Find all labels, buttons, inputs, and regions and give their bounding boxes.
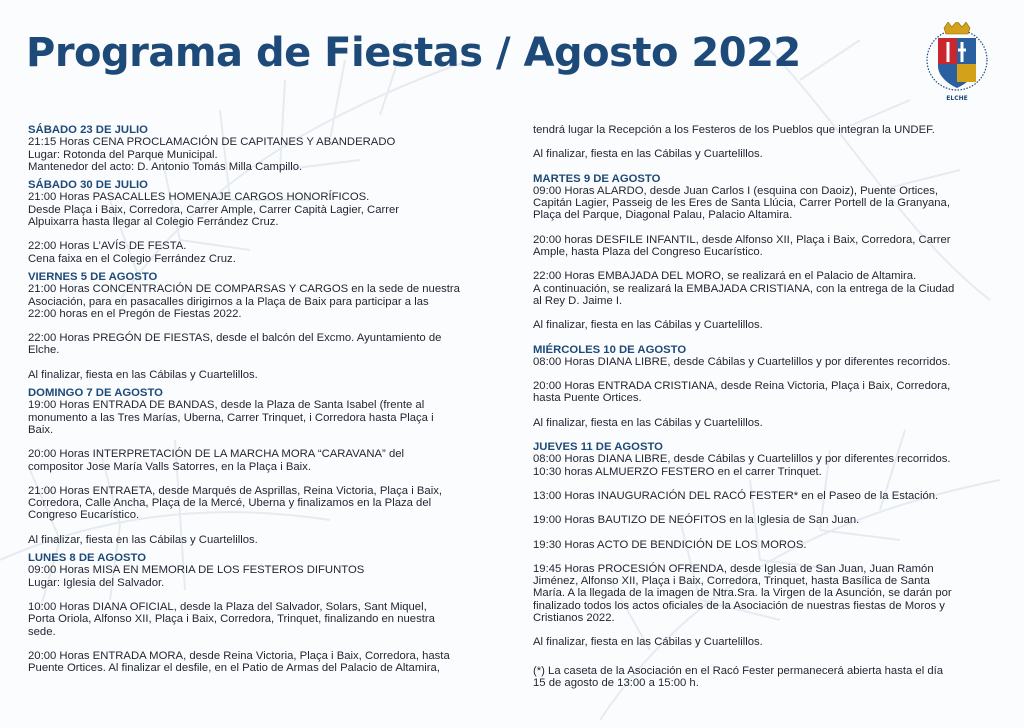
day-heading: VIERNES 5 DE AGOSTO (28, 270, 158, 283)
event-paragraph: 20:00 Horas ENTRADA CRISTIANA, desde Reina Victoria, Plaça i Baix, Corredora, hasta Puente Ortices. (533, 380, 951, 405)
day-section (533, 124, 999, 161)
day-heading: SÁBADO 23 DE JULIO (28, 124, 148, 136)
day-heading: LUNES 8 DE AGOSTO (28, 552, 147, 565)
event-paragraph: Al finalizar, fiesta en las Cábilas y Cuartelillos. (533, 319, 763, 332)
event-paragraph: Al finalizar, fiesta en las Cábilas y Cuartelillos. (28, 533, 258, 546)
day-heading: SÁBADO 30 DE JULIO (28, 179, 148, 192)
day-section (28, 552, 504, 674)
day-heading: JUEVES 11 DE AGOSTO (533, 441, 663, 454)
event-paragraph: 20:00 Horas INTERPRETACIÓN DE LA MARCHA MORA “CARAVANA” del compositor Jose María Valls Satorres, en la Plaça i Baix. (28, 448, 405, 473)
event-paragraph: tendrá lugar la Recepción a los Festeros de los Pueblos que integran la UNDEF. (533, 124, 935, 136)
day-section (533, 441, 999, 649)
event-paragraph: 13:00 Horas INAUGURACIÓN DEL RACÓ FESTER* en el Paseo de la Estación. (533, 489, 939, 502)
event-paragraph: 21:15 Horas CENA PROCLAMACIÓN DE CAPITANES Y ABANDERADO Lugar: Rotonda del Parque Municipal. Mantenedor del acto: D. Antonio Tomás Milla Campillo. (28, 136, 396, 173)
event-paragraph: 21:00 Horas PASACALLES HOMENAJE CARGOS HONORÍFICOS. Desde Plaça i Baix, Corredora, Carrer Ample, Carrer Capità Lagier, Carrer Alpuixarra hasta llegar al Colegio Ferrández Cruz. (28, 191, 400, 229)
event-paragraph: 21:00 Horas CONCENTRACIÓN DE COMPARSAS Y CARGOS en la sede de nuestra Asociación, para en pasacalles dirigirnos a la Plaça de Baix para participar a las 22:00 horas en el Pregón de Fiestas 2022. (28, 283, 460, 320)
event-paragraph: 09:00 Horas MISA EN MEMORIA DE LOS FESTEROS DIFUNTOS Lugar: Iglesia del Salvador. (28, 564, 365, 589)
event-paragraph: Al finalizar, fiesta en las Cábilas y Cuartelillos. (533, 148, 763, 161)
event-paragraph: 19:30 Horas ACTO DE BENDICIÓN DE LOS MOROS. (533, 538, 807, 551)
event-paragraph: Al finalizar, fiesta en las Cábilas y Cuartelillos. (533, 636, 763, 649)
event-paragraph: 22:00 Horas EMBAJADA DEL MORO, se realizará en el Palacio de Altamira. A continuación, se realizará la EMBAJADA CRISTIANA, con la entrega de la Ciudad al Rey D. Jaime I. (533, 270, 955, 307)
day-section (533, 173, 999, 332)
event-paragraph: 08:00 Horas DIANA LIBRE, desde Cábilas y Cuartelillos y por diferentes recorridos. (533, 355, 951, 368)
day-section (28, 179, 504, 265)
event-paragraph: 08:00 Horas DIANA LIBRE, desde Cábilas y Cuartelillos y por diferentes recorridos. 10:30 horas ALMUERZO FESTERO en el carrer Trinquet. (533, 453, 951, 478)
footnote: (*) La caseta de la Asociación en el Racó Fester permanecerá abierta hasta el día 15 de agosto de 13:00 a 15:00 h. (533, 664, 944, 689)
crest-label: ELCHE (946, 95, 968, 102)
event-paragraph: 19:00 Horas BAUTIZO DE NEÓFITOS en la Iglesia de San Juan. (533, 514, 860, 527)
day-section (28, 124, 504, 173)
event-paragraph: 20:00 horas DESFILE INFANTIL, desde Alfonso XII, Plaça i Baix, Corredora, Carrer Ample, hasta Plaza del Congreso Eucarístico. (533, 233, 951, 259)
day-heading: MARTES 9 DE AGOSTO (533, 172, 661, 185)
left-column (28, 124, 504, 680)
event-paragraph: 21:00 Horas ENTRAETA, desde Marqués de Asprillas, Reina Victoria, Plaça i Baix, Corredora, Calle Ancha, Plaça de la Mercé, Uberna y finalizamos en la Plaza del Congreso Eucarístico. (28, 484, 442, 522)
day-heading: DOMINGO 7 DE AGOSTO (28, 387, 163, 400)
event-paragraph: 22:00 Horas L’AVÍS DE FESTA. Cena faixa en el Colegio Ferrández Cruz. (28, 240, 236, 265)
event-paragraph: Al finalizar, fiesta en las Cábilas y Cuartelillos. (533, 416, 763, 429)
event-paragraph: 22:00 Horas PREGÓN DE FIESTAS, desde el balcón del Excmo. Ayuntamiento de Elche. (28, 332, 442, 357)
event-paragraph: 20:00 Horas ENTRADA MORA, desde Reina Victoria, Plaça i Baix, Corredora, hasta Puente Ortices. Al finalizar el desfile, en el Patio de Armas del Palacio de Altamira, (28, 649, 450, 675)
event-paragraph: 09:00 Horas ALARDO, desde Juan Carlos I (esquina con Daoiz), Puente Ortices, Capitán Lagier, Passeig de les Eres de Santa Llúcia, Carrer Portell de la Granyana, Plaça del Parque, Diagonal Palau, Palacio Altamira. (533, 184, 950, 222)
page-title: Programa de Fiestas / Agosto 2022 (26, 30, 801, 76)
day-section (28, 271, 504, 381)
event-paragraph: Al finalizar, fiesta en las Cábilas y Cuartelillos. (28, 368, 258, 381)
event-paragraph: 19:45 Horas PROCESIÓN OFRENDA, desde Iglesia de San Juan, Juan Ramón Jiménez, Alfonso XII, Plaça i Baix, Corredora, Trinquet, hasta Basílica de Santa María. A la llegada de la imagen de Ntra.Sra. la Virgen de la Asunción, se darán por finalizado todos los actos oficiales de la Asociación de nuestras fiestas de Moros y Cristianos 2022. (533, 562, 952, 625)
day-section (28, 387, 504, 546)
day-section (533, 344, 999, 429)
event-paragraph: 10:00 Horas DIANA OFICIAL, desde la Plaza del Salvador, Solars, Sant Miquel, Porta Oriola, Alfonso XII, Plaça i Baix, Corredora, Trinquet, finalizando en nuestra sede. (28, 600, 435, 638)
day-heading: MIÉRCOLES 10 DE AGOSTO (533, 343, 687, 356)
event-paragraph: 19:00 Horas ENTRADA DE BANDAS, desde la Plaza de Santa Isabel (frente al monumento a las Tres Marías, Uberna, Carrer Trinquet, i Corredora hasta Plaça i Baix. (28, 399, 434, 436)
right-column (533, 124, 999, 701)
association-crest-icon (924, 22, 990, 104)
